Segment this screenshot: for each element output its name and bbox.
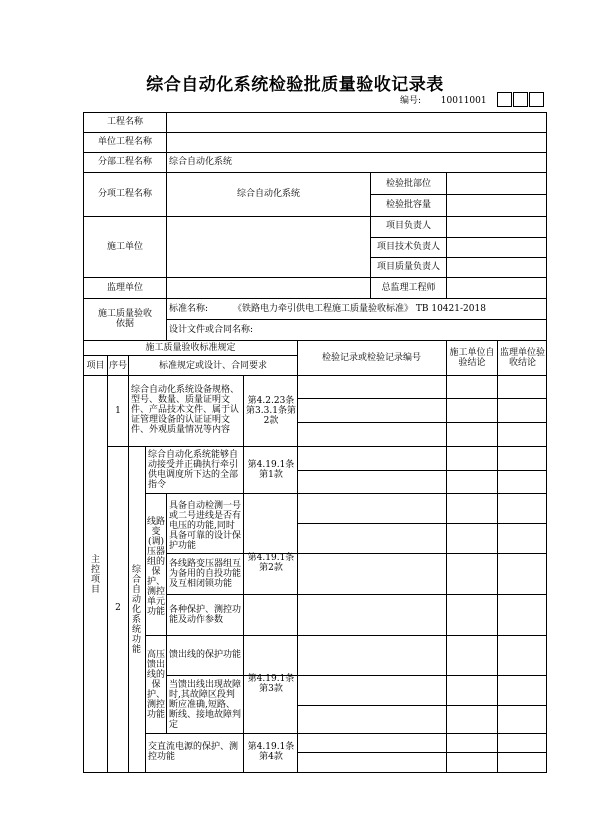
sub-project-value: 综合自动化系统: [169, 157, 233, 167]
row2d-reference: 第4.19.1条第4款: [247, 742, 295, 762]
main-control-item-label: 主控项目: [90, 555, 100, 595]
page-title: 综合自动化系统检验批质量验收记录表: [146, 75, 444, 95]
row2b1-requirement: 具备自动检测一号或二号进线是否有电压的功能,同时具备可靠的设计保护功能: [169, 501, 242, 551]
row1-requirement: 综合自动化系统设备规格、型号、数量、质量证明文件、产品技术文件、属于认证管理设备的认证证明文件、外观质量情况等内容: [131, 385, 240, 435]
label-supervisor: 监理单位: [106, 283, 143, 293]
label-project-name: 工程名称: [106, 117, 143, 127]
seq-header: 序号: [108, 361, 127, 371]
row2c-reference: 第4.19.1条第3款: [247, 674, 295, 694]
row1-reference: 第4.2.23条第3.3.1条第2款: [246, 396, 296, 426]
row2b-group-label: 线路变(调)压器组的保护、测控单元功能: [147, 517, 166, 617]
row2a-requirement: 综合自动化系统能够自动接受并正确执行牵引供电调度所下达的全部指令: [148, 450, 239, 490]
label-sub-project: 分部工程名称: [97, 157, 152, 167]
row2b-reference: 第4.19.1条第2款: [247, 553, 295, 573]
label-inspection-part: 检验批部位: [385, 179, 431, 189]
row2d-requirement: 交直流电源的保护、测控功能: [148, 742, 239, 762]
supervisor-check-header: 监理单位验收结论: [500, 348, 546, 368]
label-inspection-capacity: 检验批容量: [385, 200, 431, 210]
label-project-manager: 项目负责人: [385, 221, 431, 231]
item-project-value: 综合自动化系统: [236, 189, 300, 199]
label-item-project: 分项工程名称: [97, 189, 152, 199]
acceptance-standard-header: 施工质量验收标准规定: [145, 343, 236, 353]
row2c-group-label: 高压馈出线的保护、测控功能: [147, 650, 166, 720]
code-label: 编号:: [400, 96, 422, 106]
requirement-header: 标准规定或设计、合同要求: [158, 361, 267, 371]
label-quality-basis: 施工质量验收依据: [98, 309, 153, 329]
row2b3-requirement: 各种保护、测控功能及动作参数: [169, 605, 242, 625]
code-value: 10011001: [440, 96, 487, 106]
label-unit-project: 单位工程名称: [97, 137, 152, 147]
row2b2-requirement: 各线路变压器组互为备用的自投功能及互相闭锁功能: [169, 559, 242, 589]
standard-value: 《铁路电力牵引供电工程施工质量验收标准》 TB 10421-2018: [233, 304, 486, 314]
contractor-check-header: 施工单位自验结论: [449, 348, 495, 368]
label-quality-manager: 项目质量负责人: [376, 262, 440, 272]
row1-number: 1: [115, 406, 121, 416]
row2-group-label: 综合自动化系统功能: [131, 565, 141, 655]
row2c1-requirement: 馈出线的保护功能: [169, 650, 242, 660]
row2-number: 2: [115, 603, 121, 613]
row2a-reference: 第4.19.1条第1款: [247, 460, 295, 480]
design-label: 设计文件或合同名称:: [169, 325, 254, 335]
label-tech-manager: 项目技术负责人: [376, 242, 440, 252]
standard-label: 标准名称:: [169, 304, 209, 314]
label-contractor: 施工单位: [106, 242, 143, 252]
item-header: 项目: [86, 361, 105, 371]
record-header: 检验记录或检验记录编号: [321, 353, 421, 363]
row2c2-requirement: 当馈出线出现故障时,其故障区段判断应准确,短路、断线、接地故障判定: [169, 680, 242, 730]
label-chief-supervisor: 总监理工程师: [381, 283, 436, 293]
